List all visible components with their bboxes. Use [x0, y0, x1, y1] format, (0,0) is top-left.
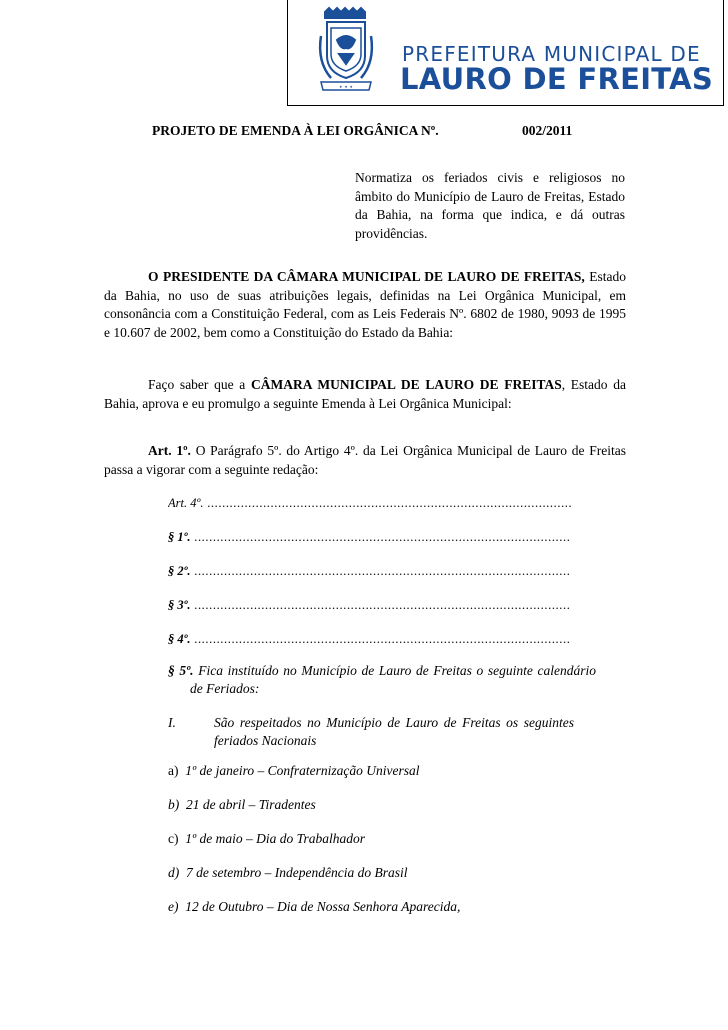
- paragraph-5-text: Fica instituído no Município de Lauro de Freitas o seguinte calendário de Feriados:: [190, 663, 596, 696]
- promulgation-pre: Faço saber que a: [148, 377, 246, 392]
- art4-line: [168, 494, 571, 512]
- paragraph-2-label: § 2º. .....: [168, 564, 571, 578]
- paragraph-1-label: § 1º. .....: [168, 530, 571, 544]
- paragraph-2-line: [168, 562, 571, 580]
- art4-label: Art. 4º. .....: [168, 496, 571, 510]
- paragraph-1-line: [168, 528, 571, 546]
- holiday-item: [168, 864, 407, 882]
- article-1-label: Art. 1º.: [148, 443, 191, 458]
- holiday-text: 12 de Outubro – Dia de Nossa Senhora Aparecida,: [185, 899, 461, 914]
- promulgation-post: , Estado da Bahia, aprova e eu promulgo a seguinte Emenda à Lei Orgânica Municipal:: [104, 377, 626, 411]
- holiday-letter: e): [168, 899, 179, 914]
- paragraph-5: [168, 662, 596, 698]
- ementa: Normatiza os feriados civis e religiosos no âmbito do Município de Lauro de Freitas, Estado da Bahia, na forma que indica, e dá outras providências.: [355, 170, 625, 241]
- holiday-item: [168, 830, 365, 848]
- preamble: [104, 268, 626, 342]
- paragraph-4-line: [168, 630, 571, 648]
- holiday-text: 7 de setembro – Independência do Brasil: [186, 865, 408, 880]
- holiday-item: [168, 796, 316, 814]
- article-1: [104, 442, 626, 479]
- holiday-item: [168, 762, 420, 780]
- promulgation: [104, 376, 626, 413]
- inciso-text: São respeitados no Município de Lauro de Freitas os seguintes feriados Nacionais: [214, 715, 574, 748]
- prefeitura-line: PREFEITURA MUNICIPAL DE: [402, 42, 701, 66]
- paragraph-3-label: § 3º. .....: [168, 598, 571, 612]
- holiday-text: 1º de janeiro – Confraternização Universal: [185, 763, 420, 778]
- paragraph-3-line: [168, 596, 571, 614]
- article-1-text: O Parágrafo 5º. do Artigo 4º. da Lei Orgânica Municipal de Lauro de Freitas passa a vigorar com a seguinte redação:: [104, 443, 626, 477]
- document-number: 002/2011: [522, 123, 573, 138]
- city-name: LAURO DE FREITAS: [400, 62, 714, 96]
- paragraph-4-label: § 4º. .....: [168, 632, 571, 646]
- inciso-number: I.: [168, 715, 176, 730]
- holiday-item: [168, 898, 460, 916]
- holiday-letter: d): [168, 865, 180, 880]
- holiday-letter: c): [168, 831, 179, 846]
- preamble-authority: O PRESIDENTE DA CÂMARA MUNICIPAL DE LAURO DE FREITAS,: [148, 269, 585, 284]
- holiday-text: 21 de abril – Tiradentes: [186, 797, 316, 812]
- coat-of-arms-icon: [315, 6, 377, 98]
- holiday-letter: b): [168, 797, 180, 812]
- svg-text:✦ ✦ ✦: ✦ ✦ ✦: [338, 85, 354, 91]
- holiday-letter: a): [168, 763, 179, 778]
- promulgation-chamber: CÂMARA MUNICIPAL DE LAURO DE FREITAS: [251, 377, 562, 392]
- document-title: PROJETO DE EMENDA À LEI ORGÂNICA Nº.: [152, 123, 439, 138]
- preamble-text: Estado da Bahia, no uso de suas atribuições legais, definidas na Lei Orgânica Municipal, em consonância com a Constituição Federal, com as Leis Federais Nº. 6802 de 1980, 9093 de 1995 e 10.607 de 2002, bem como a Constituição do Estado da Bahia:: [104, 269, 626, 340]
- holiday-text: 1º de maio – Dia do Trabalhador: [185, 831, 365, 846]
- paragraph-5-label: § 5º.: [168, 663, 194, 678]
